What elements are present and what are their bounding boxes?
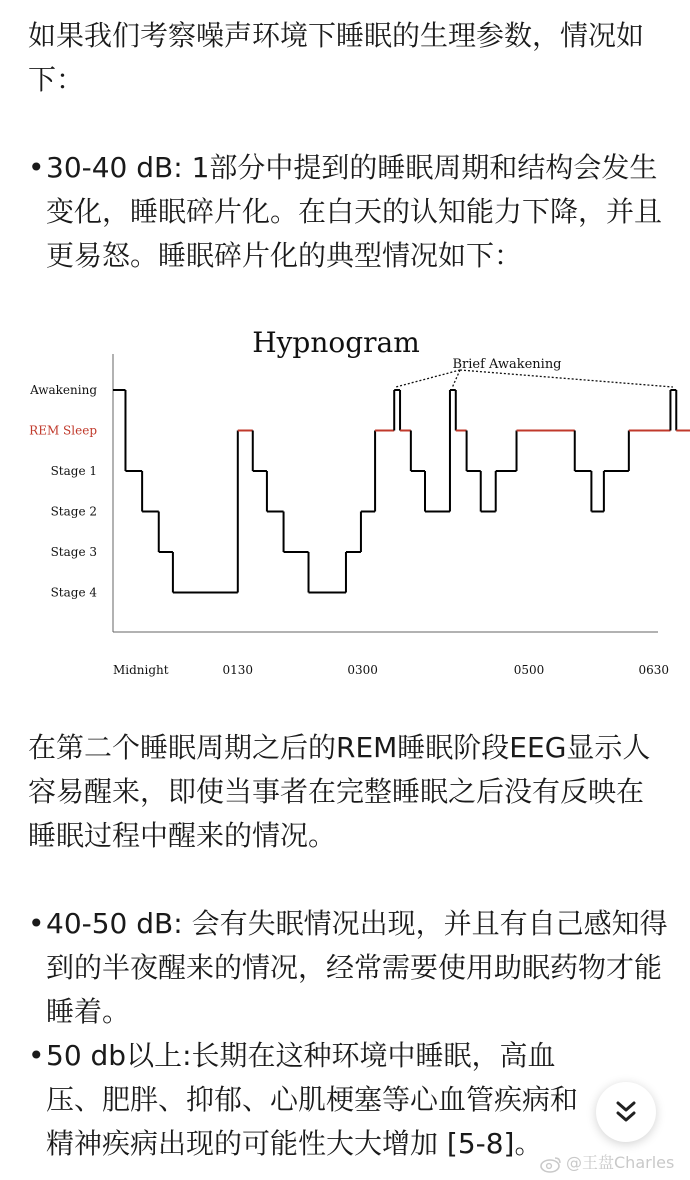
bullet-text: 30-40 dB: 1部分中提到的睡眠周期和结构会发生变化，睡眠碎片化。在白天的认知能力下降，并且更易怒。睡眠碎片化的典型情况如下：	[46, 151, 663, 272]
weibo-watermark	[540, 1150, 674, 1176]
brief-awakening-pointer	[452, 370, 460, 387]
hypnogram-chart	[0, 310, 690, 690]
weibo-logo-icon	[540, 1155, 562, 1173]
y-tick-label: Stage 3	[50, 545, 97, 559]
y-tick-label: Awakening	[30, 383, 97, 397]
scroll-down-button[interactable]	[596, 1082, 656, 1142]
explanation-paragraph: 在第二个睡眠周期之后的REM睡眠阶段EEG显示人容易醒来，即使当事者在完整睡眠之后没有反映在睡眠过程中醒来的情况。	[28, 731, 651, 852]
chart-title: Hypnogram	[252, 326, 420, 359]
watermark-text: @王盘Charles	[566, 1153, 675, 1172]
x-tick-label: 0630	[638, 663, 670, 677]
hypnogram-svg	[0, 310, 690, 690]
bullet-50db-plus	[28, 1034, 588, 1166]
x-tick-label: 0300	[347, 663, 378, 677]
brief-awakening-pointer	[460, 370, 673, 387]
y-tick-label: Stage 1	[50, 464, 97, 478]
bullet-text: 50 db以上:长期在这种环境中睡眠，高血压、肥胖、抑郁、心肌梗塞等心血管疾病和精神疾病出现的可能性大大增加 [5-8]。	[46, 1039, 579, 1160]
x-tick-label: 0130	[222, 663, 254, 677]
x-tick-label: Midnight	[113, 663, 169, 677]
bullet-dot: •	[28, 907, 45, 940]
y-tick-label: Stage 4	[50, 585, 97, 600]
y-tick-label: Stage 2	[50, 504, 97, 519]
bullet-text: 40-50 dB: 会有失眠情况出现，并且有自己感知得到的半夜醒来的情况，经常需要使用助眠药物才能睡着。	[46, 907, 668, 1028]
y-tick-label: REM Sleep	[29, 423, 97, 438]
bullet-dot: •	[28, 151, 45, 184]
bullet-40-50db	[28, 902, 668, 1034]
double-chevron-down-icon	[614, 1098, 638, 1126]
bullet-30-40db	[28, 146, 668, 278]
x-tick-label: 0500	[513, 663, 545, 677]
brief-awakening-label: Brief Awakening	[452, 357, 562, 372]
bullet-dot: •	[28, 1039, 45, 1072]
intro-paragraph: 如果我们考察噪声环境下睡眠的生理参数，情况如下：	[28, 19, 645, 96]
brief-awakening-pointer	[396, 370, 460, 387]
